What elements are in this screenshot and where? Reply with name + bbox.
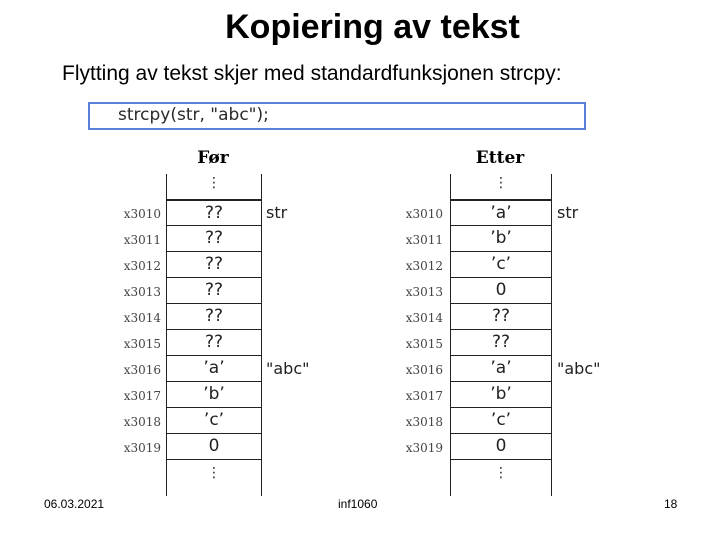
after-memory-cell: ?? — [451, 330, 551, 356]
before-memory-cell: ’c’ — [167, 408, 261, 434]
after-address-label: x3019 — [405, 441, 443, 455]
before-memory-cell: ?? — [167, 330, 261, 356]
before-address-label: x3014 — [123, 311, 161, 325]
after-address-label: x3018 — [405, 415, 443, 429]
before-memory-cell: ’b’ — [167, 382, 261, 408]
after-address-label: x3017 — [405, 389, 443, 403]
before-address-label: x3013 — [123, 285, 161, 299]
after-memory-cell: 0 — [451, 278, 551, 304]
after-memory-column — [450, 174, 552, 496]
after-memory-cell: ?? — [451, 304, 551, 330]
after-address-label: x3012 — [405, 259, 443, 273]
before-address-label: x3012 — [123, 259, 161, 273]
after-panel — [0, 148, 720, 488]
before-top-dots: ⋮ — [167, 174, 261, 200]
code-box — [88, 102, 586, 130]
after-memory-cell: ’a’ — [451, 200, 551, 226]
before-memory-cell: ?? — [167, 200, 261, 226]
after-heading: Etter — [475, 148, 525, 168]
after-address-label: x3011 — [405, 233, 443, 247]
after-address-label: x3013 — [405, 285, 443, 299]
after-pointer-label: str — [557, 203, 579, 222]
before-memory-cell: ?? — [167, 226, 261, 252]
after-memory-cell: ’a’ — [451, 356, 551, 382]
before-memory-cell: ’a’ — [167, 356, 261, 382]
before-pointer-label: str — [266, 203, 288, 222]
after-memory-cell: ’b’ — [451, 226, 551, 252]
after-address-label: x3016 — [405, 363, 443, 377]
after-address-label: x3015 — [405, 337, 443, 351]
before-memory-cell: 0 — [167, 434, 261, 460]
before-address-label: x3019 — [123, 441, 161, 455]
footer-date: 06.03.2021 — [44, 497, 105, 511]
before-heading: Før — [197, 148, 229, 168]
before-bottom-dots: ⋮ — [207, 465, 221, 481]
after-address-label: x3014 — [405, 311, 443, 325]
before-address-label: x3010 — [123, 207, 161, 221]
before-address-label: x3018 — [123, 415, 161, 429]
before-memory-cell: ?? — [167, 304, 261, 330]
after-bottom-dots: ⋮ — [494, 465, 508, 481]
footer-page: 18 — [664, 497, 678, 511]
after-memory-cell: 0 — [451, 434, 551, 460]
before-address-label: x3015 — [123, 337, 161, 351]
code-text: strcpy(str, "abc"); — [118, 105, 269, 125]
slide-title: Kopiering av tekst — [225, 8, 520, 46]
before-address-label: x3016 — [123, 363, 161, 377]
footer-course: inf1060 — [338, 497, 378, 511]
slide-subtitle: Flytting av tekst skjer med standardfunksjonen strcpy: — [62, 62, 562, 85]
before-address-label: x3017 — [123, 389, 161, 403]
before-memory-cell: ?? — [167, 252, 261, 278]
before-memory-cell: ?? — [167, 278, 261, 304]
before-address-label: x3011 — [123, 233, 161, 247]
after-memory-cell: ’c’ — [451, 252, 551, 278]
before-pointer-label: "abc" — [266, 359, 310, 378]
after-address-label: x3010 — [405, 207, 443, 221]
after-memory-cell: ’c’ — [451, 408, 551, 434]
after-pointer-label: "abc" — [557, 359, 601, 378]
after-top-dots: ⋮ — [451, 174, 551, 200]
after-memory-cell: ’b’ — [451, 382, 551, 408]
